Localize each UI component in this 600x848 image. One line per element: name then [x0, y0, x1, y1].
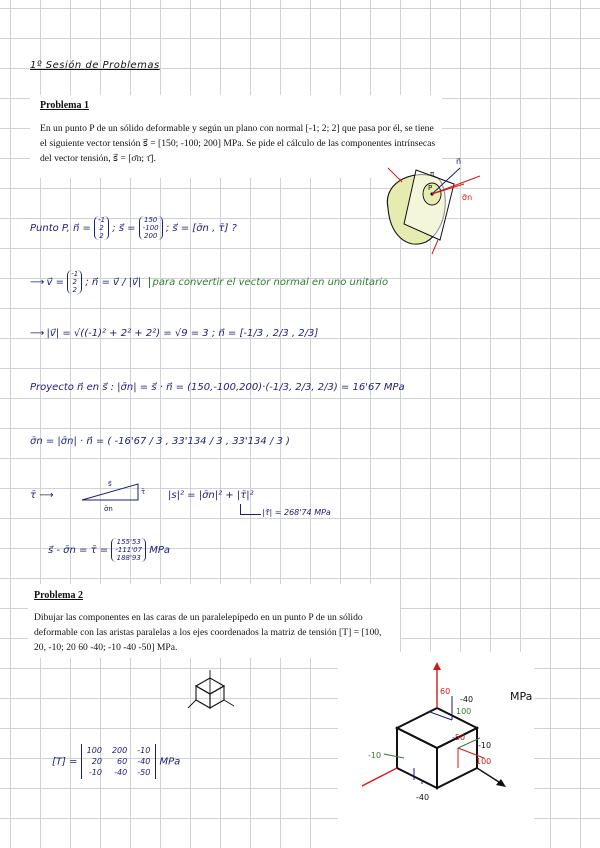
- small-cube-icon: [186, 668, 236, 718]
- problem2-statement: Dibujar las componentes en las caras de un paralelepípedo en un punto P de un sólido deformable con las aristas paralelas a los ejes coordenados la matriz de tensión [T] = [100, 20, -10; 20 60 -40; -10 -40 -50] MPa.: [34, 612, 382, 653]
- cube-label-minus10-left: -10: [368, 751, 382, 760]
- problem1-statement: En un punto P de un sólido deformable y según un plano con normal [-1; 2; 2] que pasa por él, se tiene el siguiente vector tensión s⃗ = [150; -100; 200] MPa. Se pide el cálculo de las componentes intrínsecas del vector tensión, s⃗ = [σ̄n; τ̄].: [40, 123, 436, 164]
- cube-label-minus50: -50: [452, 733, 466, 742]
- cube-label-60: 60: [440, 687, 451, 696]
- note-line-3: ⟶ |v⃗| = √((-1)² + 2² + 2²) = √9 = 3 ; n⃗ = [-1/3 , 2/3 , 2/3]: [30, 328, 319, 339]
- svg-text:σ̄n: σ̄n: [104, 505, 113, 513]
- svg-text:s⃗: s⃗: [108, 480, 112, 488]
- plane-label: π: [430, 170, 435, 178]
- problem1-title: Problema 1: [40, 100, 89, 111]
- cube-label-minus40-top: -40: [460, 695, 474, 704]
- problem2-box: [28, 584, 400, 658]
- tensor-matrix: 100 200 -10 20 60 -40 -10 -40 -50: [81, 744, 157, 779]
- normal-vector-matrix: -1 2 2: [94, 216, 109, 240]
- note-line-6-formula: |s|² = |σ̄n|² + |τ̄|²: [168, 490, 254, 501]
- stress-triangle: [78, 476, 158, 516]
- result-pointer: [240, 504, 261, 515]
- solid-plane-diagram: [368, 150, 498, 260]
- note-line-2: ⟶ v⃗ = -1 2 2 ; n⃗ = v⃗ / |v⃗| para convertir el vector normal en uno unitario: [30, 270, 389, 294]
- tau-vector-matrix: 155'53 -111'07 188'93: [111, 538, 146, 562]
- tensor-matrix-line: [T] = 100 200 -10 20 60 -40 -10 -40 -50 MPa: [52, 746, 181, 777]
- note-line-7: s⃗ - σ̄n = τ̄ = 155'53 -111'07 188'93 MPa: [48, 538, 171, 562]
- sigma-label: σ̄n: [462, 193, 473, 202]
- tau-result: |τ̄| = 268'74 MPa: [262, 508, 331, 517]
- cube-unit-label: MPa: [510, 690, 533, 703]
- note-line-6-tau: τ̄ ⟶: [30, 490, 53, 501]
- point-p-label: P: [428, 184, 433, 192]
- note-line-4: Proyecto n⃗ en s⃗ : |σ̄n| = s⃗ · n⃗ = (150,-100,200)·(-1/3, 2/3, 2/3) = 16'67 MPa: [30, 382, 405, 393]
- unit-vector-comment: para convertir el vector normal en uno unitario: [149, 277, 389, 288]
- note-line-5: σ̄n = |σ̄n| · n⃗ = ( -16'67 / 3 , 33'134 / 3 , 33'134 / 3 ): [30, 436, 290, 447]
- cube-label-minus10-right: -10: [478, 741, 492, 750]
- note-line-1: Punto P, n⃗ = -1 2 2 ; s⃗ = 150 -100 200 ; s⃗ = [σ̄n , τ̄] ?: [30, 216, 237, 240]
- page-heading: 1º Sesión de Problemas: [30, 60, 160, 71]
- svg-text:τ̄: τ̄: [141, 488, 146, 496]
- cube-label-100-right: 100: [476, 757, 492, 766]
- problem2-title: Problema 2: [34, 590, 83, 601]
- cube-label-minus40-bottom: -40: [416, 793, 430, 802]
- stress-vector-matrix: 150 -100 200: [139, 216, 163, 240]
- normal-label: n⃗: [456, 157, 462, 166]
- cube-stress-diagram: [352, 660, 542, 830]
- cube-label-100-top: 100: [456, 707, 472, 716]
- v-vector-matrix: -1 2 2: [67, 270, 82, 294]
